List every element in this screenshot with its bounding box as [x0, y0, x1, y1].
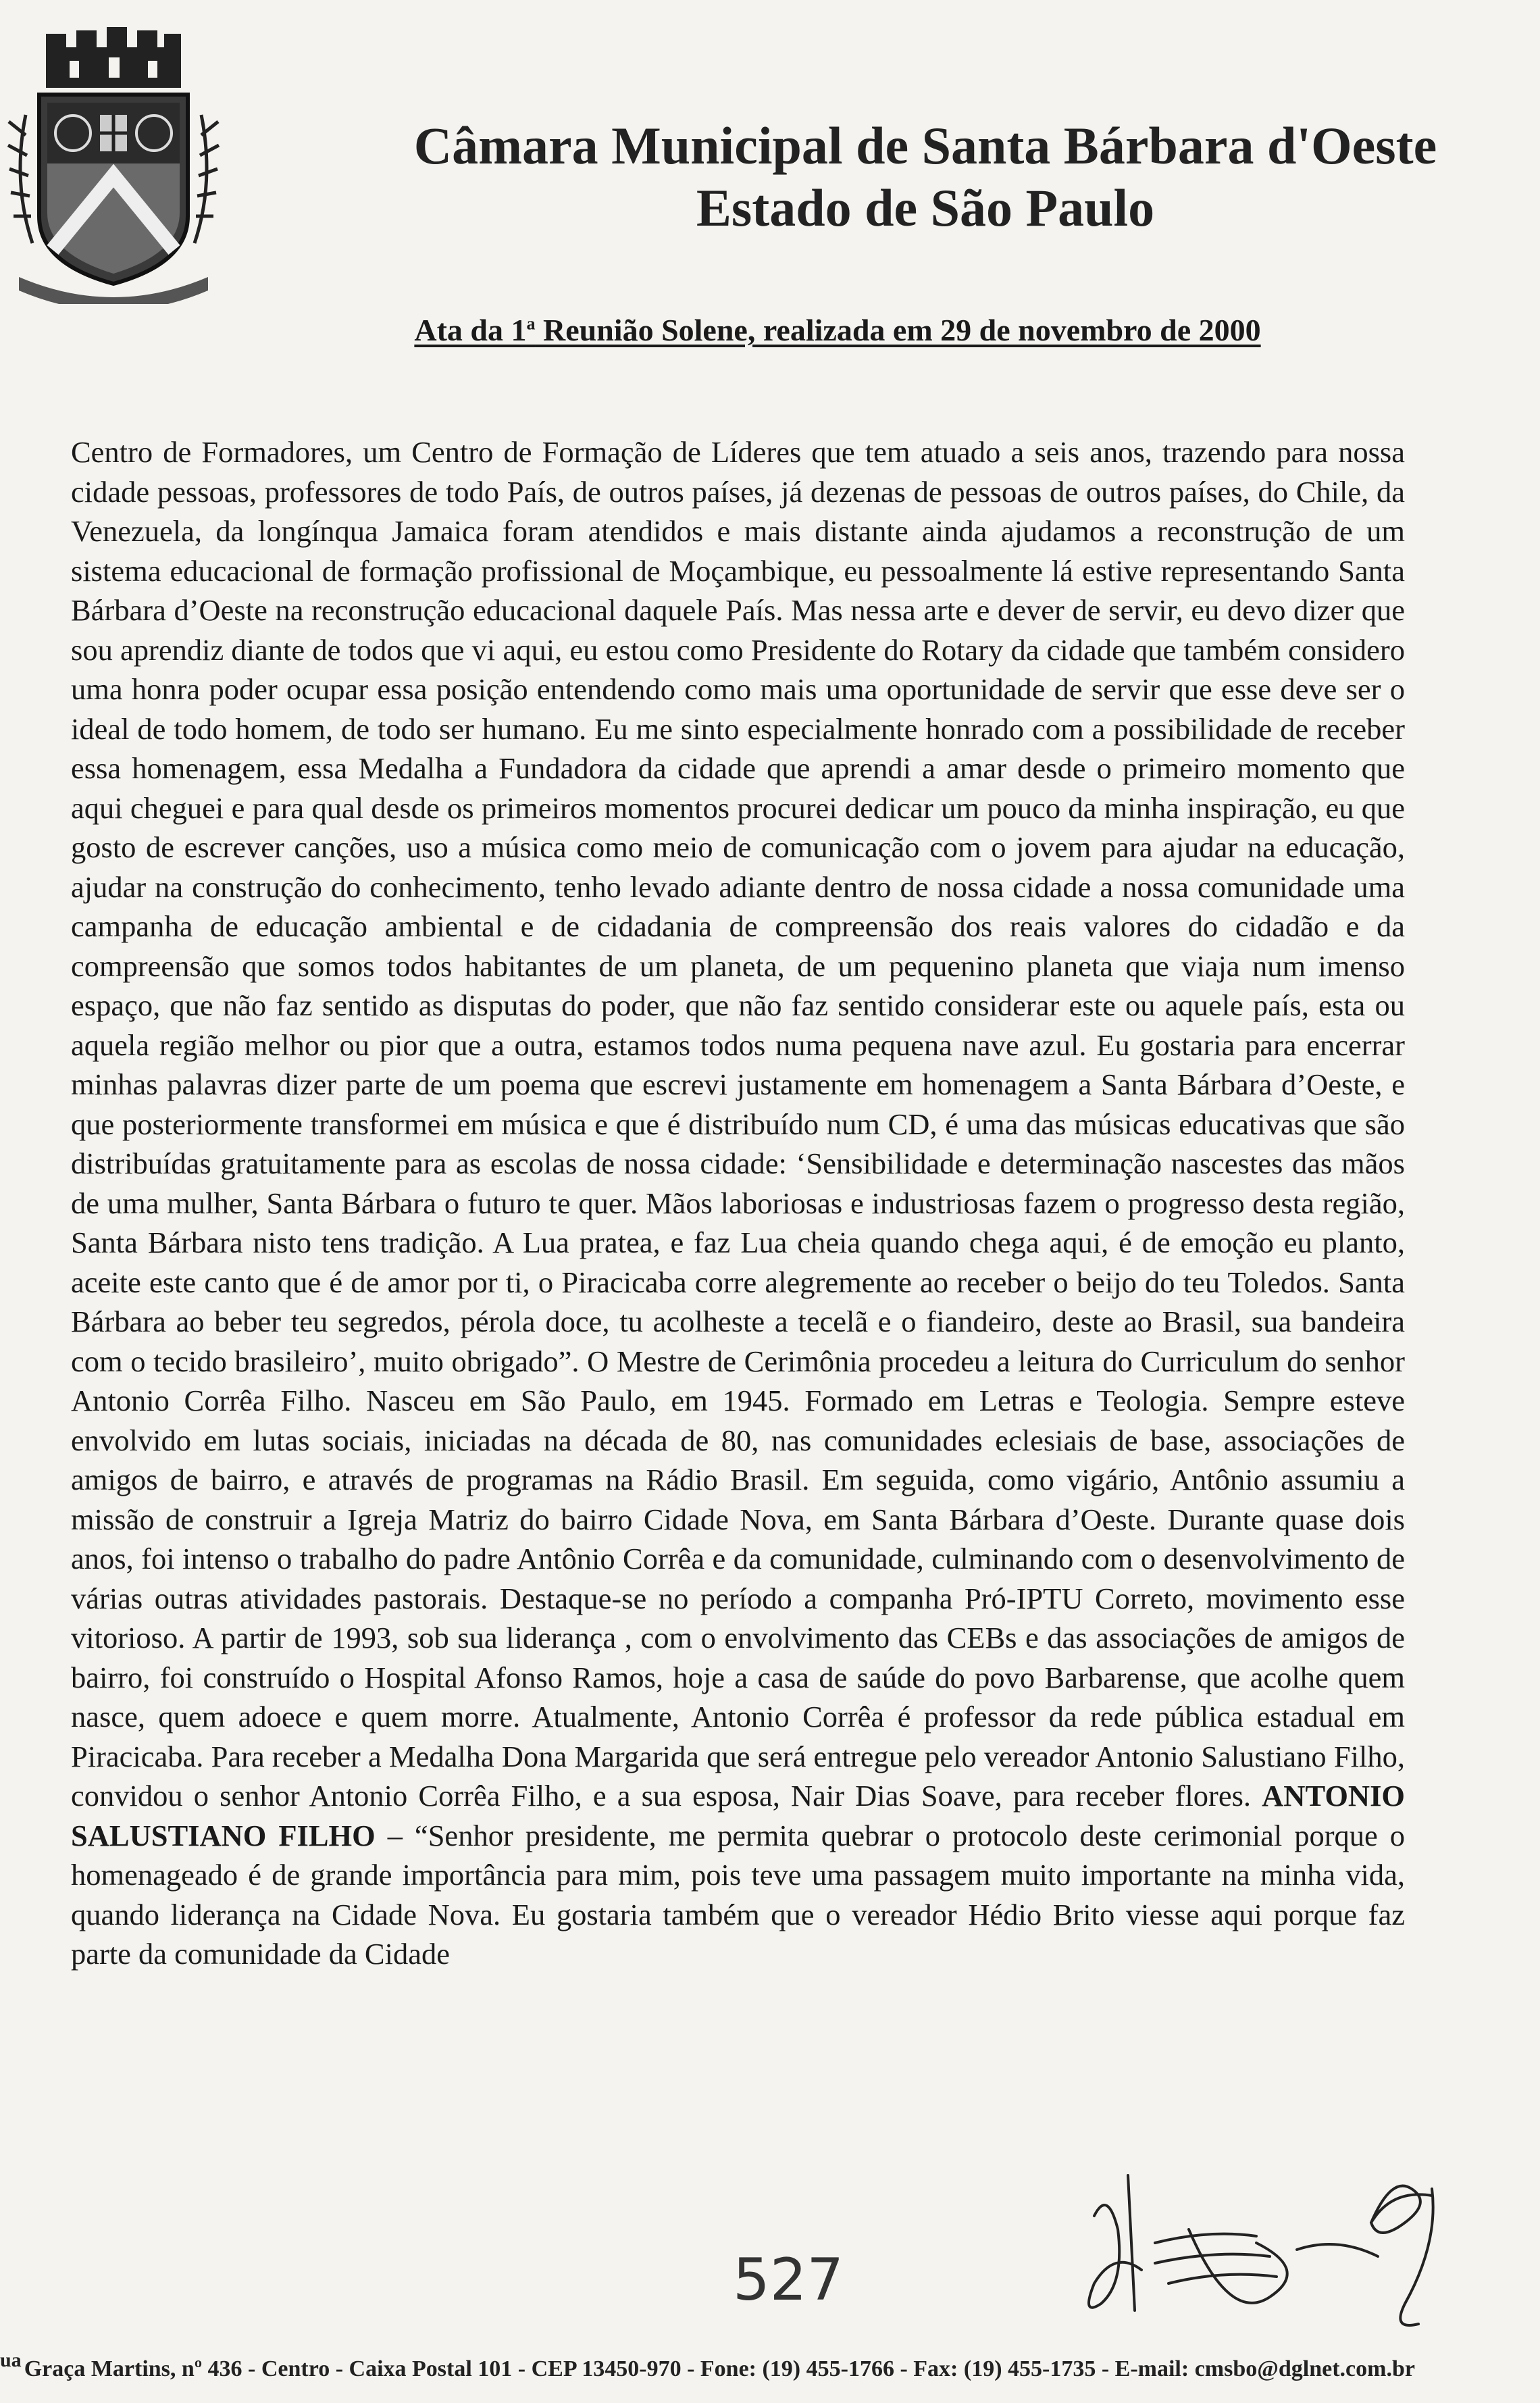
footer-address: [0, 2349, 1540, 2382]
ordinal-mark: a: [526, 313, 536, 334]
minutes-title-suffix: Reunião Solene, realizada em 29 de novembro de 2000: [535, 313, 1261, 347]
handwritten-signatures-icon: [1054, 2148, 1486, 2351]
institution-title: Câmara Municipal de Santa Bárbara d'Oeste: [413, 116, 1437, 175]
minutes-title-prefix: Ata da 1: [414, 313, 527, 347]
header: [351, 115, 1499, 239]
page-number: 527: [733, 2246, 844, 2314]
speaker-name: ANTONIO SALUSTIANO FILHO: [71, 1779, 1406, 1852]
minutes-title: [230, 312, 1445, 348]
state-title: Estado de São Paulo: [696, 178, 1155, 237]
footer-prefix: ua: [0, 2349, 22, 2371]
footer-text: Graça Martins, nº 436 - Centro - Caixa Postal 101 - CEP 13450-970 - Fone: (19) 455-1766 - Fax: (19) 455-1735 - E-mail: cmsbo@dglnet.com.br: [24, 2356, 1415, 2381]
coat-of-arms-icon: [5, 20, 222, 304]
body-text-part2: – “Senhor presidente, me permita quebrar o protocolo deste cerimonial porque o homenageado é de grande importância para mim, pois teve uma passagem muito importante na minha vida, quando liderança na Cidade Nova. Eu gostaria também que o vereador Hédio Brito viesse aqui porque faz parte da comunidade da Cidade: [71, 1818, 1406, 1971]
minutes-body: [71, 432, 1405, 1974]
body-text-part1: Centro de Formadores, um Centro de Formação de Líderes que tem atuado a seis anos, trazendo para nossa cidade pessoas, professores de todo País, de outros países, já dezenas de pessoas de outros países, do Chile, da Venezuela, da longínqua Jamaica foram atendidos e mais distante ainda ajudamos a reconstrução de um sistema educacional de formação profissional de Moçambique, eu pessoalmente lá estive representando Santa Bárbara d’Oeste na reconstrução educacional daquele País. Mas nessa arte e dever de servir, eu devo dizer que sou aprendiz diante de todos que vi aqui, eu estou como Presidente do Rotary da cidade que também considero uma honra poder ocupar essa posição entendendo como mais uma oportunidade de servir que esse deve ser o ideal de todo homem, de todo ser humano. Eu me sinto especialmente honrado com a possibilidade de receber essa homenagem, essa Medalha a Fundadora da cidade que aprendi a amar desde o primeiro momento que aqui cheguei e para qual desde os primeiros momentos procurei dedicar um pouco da minha inspiração, eu que gosto de escrever canções, uso a música como meio de comunicação com o jovem para ajudar na educação, ajudar na construção do conhecimento, tenho levado adiante dentro de nossa cidade a nossa comunidade uma campanha de educação ambiental e de cidadania de compreensão dos reais valores do cidadão e da compreensão que somos todos habitantes de um planeta, de um pequenino planeta que viaja num imenso espaço, que não faz sentido as disputas do poder, que não faz sentido considerar este ou aquele país, esta ou aquela região melhor ou pior que a outra, estamos todos numa pequena nave azul. Eu gostaria para encerrar minhas palavras dizer parte de um poema que escrevi justamente em homenagem a Santa Bárbara d’Oeste, e que posteriormente transformei em música e que é distribuído num CD, é uma das músicas educativas que são distribuídas gratuitamente para as escolas de nossa cidade: ‘Sensibilidade e determinação nascestes das mãos de uma mulher, Santa Bárbara o futuro te quer. Mãos laboriosas e industriosas fazem o progresso desta região, Santa Bárbara nisto tens tradição. A Lua pratea, e faz Lua cheia quando chega aqui, é de emoção eu planto, aceite este canto que é de amor por ti, o Piracicaba corre alegremente ao receber o beijo do teu Toledos. Santa Bárbara ao beber teu segredos, pérola doce, tu acolheste a tecelã e o fiandeiro, deste ao Brasil, sua bandeira com o tecido brasileiro’, muito obrigado”. O Mestre de Cerimônia procedeu a leitura do Curriculum do senhor Antonio Corrêa Filho. Nasceu em São Paulo, em 1945. Formado em Letras e Teologia. Sempre esteve envolvido em lutas sociais, iniciadas na década de 80, nas comunidades eclesiais de base, associações de amigos de bairro, e através de programas na Rádio Brasil. Em seguida, como vigário, Antônio assumiu a missão de construir a Igreja Matriz do bairro Cidade Nova, em Santa Bárbara d’Oeste. Durante quase dois anos, foi intenso o trabalho do padre Antônio Corrêa e da comunidade, culminando com o desenvolvimento de várias outras atividades pastorais. Destaque-se no período a companha Pró-IPTU Correto, movimento esse vitorioso. A partir de 1993, sob sua liderança , com o envolvimento das CEBs e das associações de amigos de bairro, foi construído o Hospital Afonso Ramos, hoje a casa de saúde do povo Barbarense, que acolhe quem nasce, quem adoece e quem morre. Atualmente, Antonio Corrêa é professor da rede pública estadual em Piracicaba. Para receber a Medalha Dona Margarida que será entregue pelo vereador Antonio Salustiano Filho, convidou o senhor Antonio Corrêa Filho, e a sua esposa, Nair Dias Soave, para receber flores.: [71, 435, 1405, 1813]
